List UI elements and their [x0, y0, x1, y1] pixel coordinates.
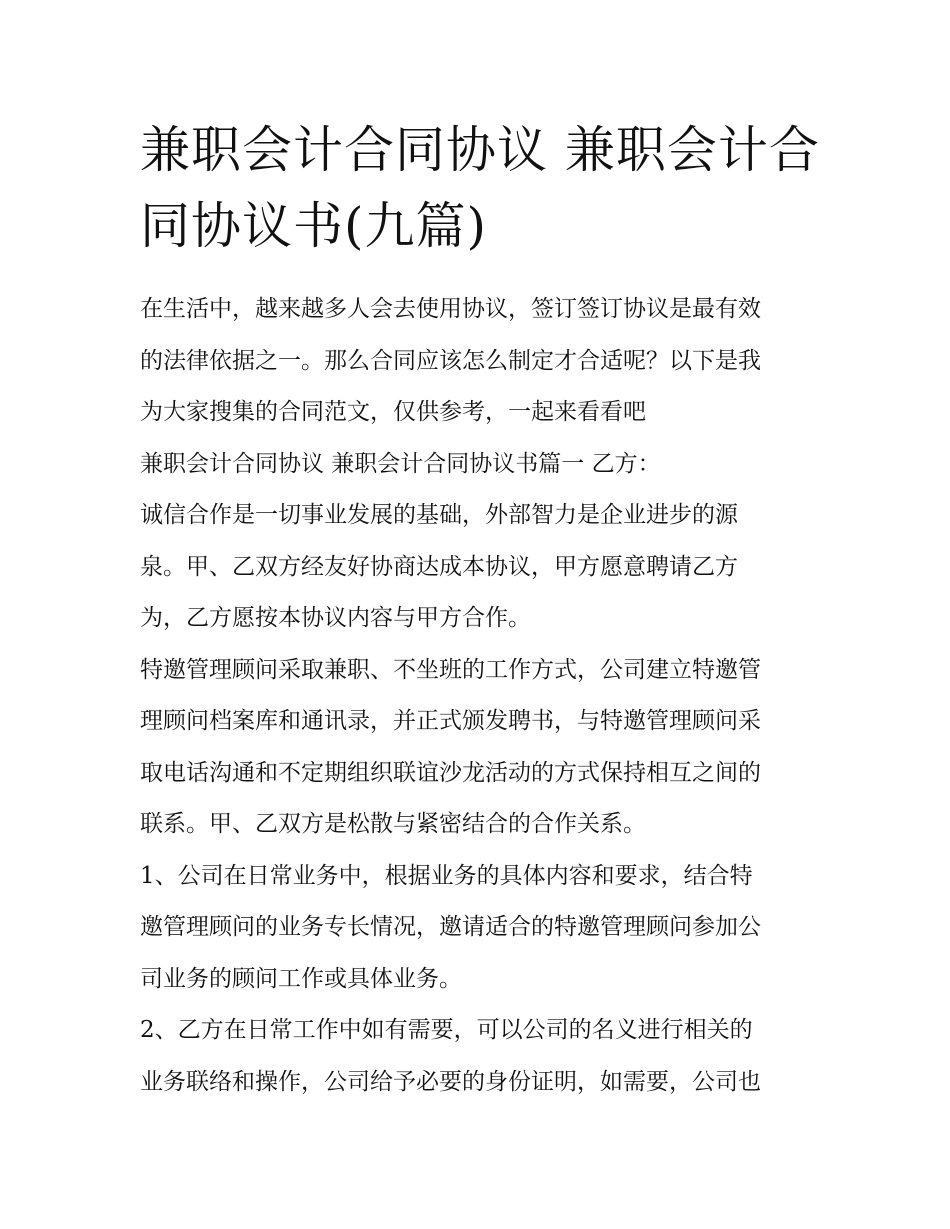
text-line: 诚信合作是一切事业发展的基础，外部智力是企业进步的源 [140, 502, 738, 528]
text-line: 业务联络和操作，公司给予必要的身份证明，如需要，公司也 [140, 1068, 761, 1095]
cooperation-paragraph [140, 490, 815, 645]
text-line: 在生活中，越来越多人会去使用协议，签订签订协议是最有效 [140, 296, 761, 322]
clause-1-paragraph [140, 851, 815, 1006]
text-line: 1、公司在日常业务中，根据业务的具体内容和要求，结合特 [140, 862, 753, 889]
text-line: 理顾问档案库和通讯录，并正式颁发聘书，与特邀管理顾问采 [140, 708, 761, 734]
intro-paragraph [140, 284, 815, 439]
text-line: 邀管理顾问的业务专长情况，邀请适合的特邀管理顾问参加公 [140, 914, 761, 940]
section-heading [140, 439, 815, 491]
title-line: 同协议书(九篇) [140, 197, 488, 255]
title-line: 兼职会计合同协议 兼职会计合 [140, 121, 820, 179]
text-line: 司业务的顾问工作或具体业务。 [140, 965, 462, 992]
document-body [140, 284, 815, 1108]
clause-2-paragraph [140, 1005, 815, 1108]
document-page [140, 112, 820, 1108]
text-line: 2、乙方在日常工作中如有需要，可以公司的名义进行相关的 [140, 1017, 753, 1043]
text-line: 为大家搜集的合同范文，仅供参考，一起来看看吧 [140, 399, 646, 425]
text-line: 特邀管理顾问采取兼职、不坐班的工作方式，公司建立特邀管 [140, 656, 761, 683]
text-line: 联系。甲、乙双方是松散与紧密结合的合作关系。 [140, 811, 646, 837]
working-method-paragraph [140, 645, 815, 851]
text-line: 兼职会计合同协议 兼职会计合同协议书篇一 乙方： [140, 450, 661, 477]
text-line: 泉。甲、乙双方经友好协商达成本协议，甲方愿意聘请乙方 [140, 553, 738, 580]
text-line: 取电话沟通和不定期组织联谊沙龙活动的方式保持相互之间的 [140, 759, 761, 786]
text-line: 的法律依据之一。那么合同应该怎么制定才合适呢？以下是我 [140, 347, 761, 374]
document-title [140, 112, 820, 264]
text-line: 为，乙方愿按本协议内容与甲方合作。 [140, 605, 531, 631]
